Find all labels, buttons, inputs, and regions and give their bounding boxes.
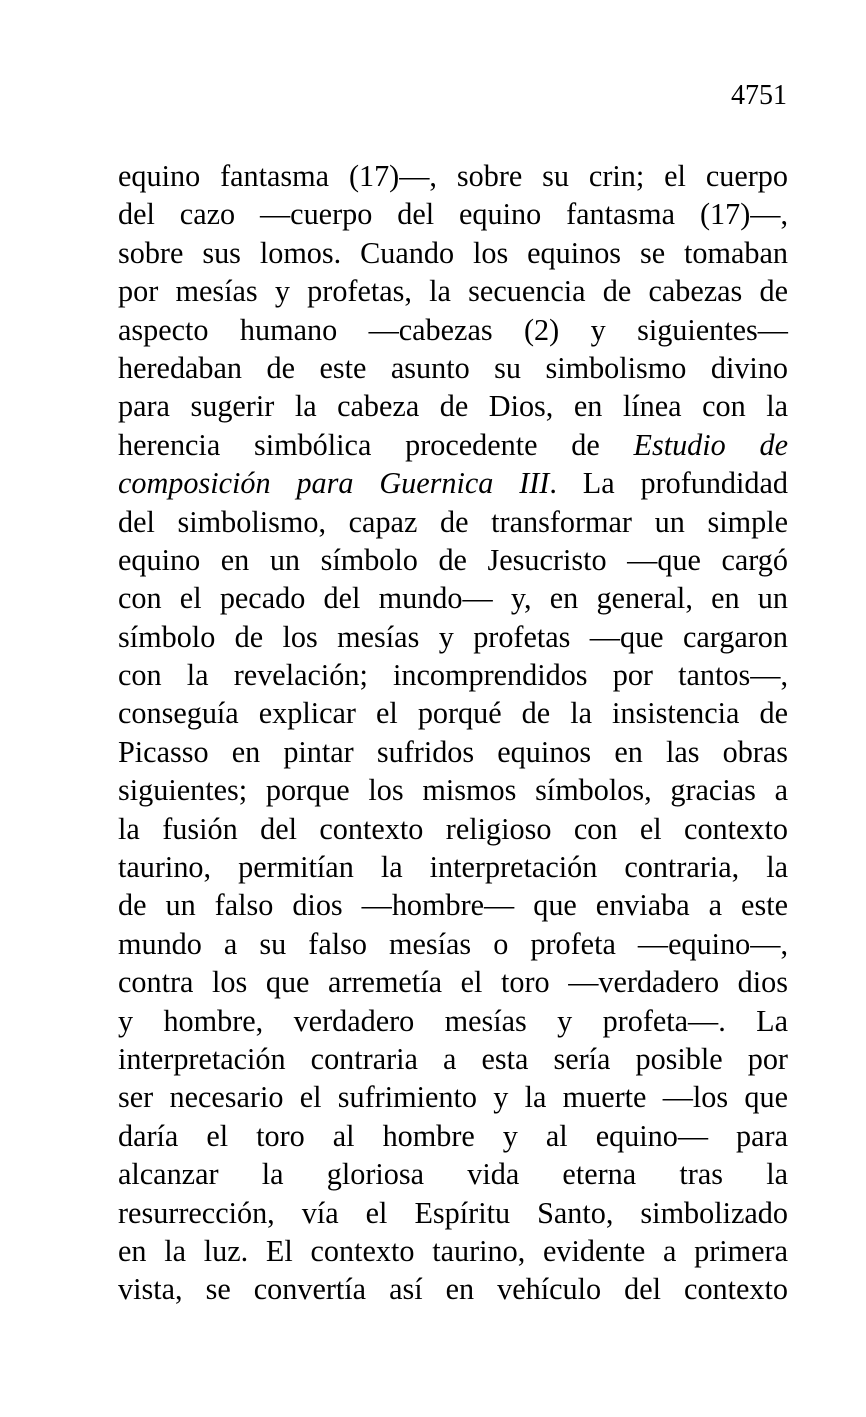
text-line: ser necesario el sufrimiento y la muerte —los que	[118, 1080, 788, 1115]
artwork-title: Estudio de	[633, 427, 788, 462]
text-line: por mesías y profetas, la secuencia de cabezas de	[118, 274, 788, 309]
text-line: taurino, permitían la interpretación contraria, la	[118, 850, 788, 885]
text-line: y hombre, verdadero mesías y profeta—. La	[118, 1003, 788, 1038]
text-line: equino fantasma (17)—, sobre su crin; el cuerpo	[118, 159, 788, 193]
text-line: de un falso dios —hombre— que enviaba a este	[118, 888, 788, 923]
text-line: daría el toro al hombre y al equino— para	[118, 1118, 788, 1153]
text-segment: herencia simbólica procedente de	[118, 427, 634, 462]
text-line	[118, 464, 788, 502]
text-line: sobre sus lomos. Cuando los equinos se tomaban	[118, 235, 788, 270]
text-line: en la luz. El contexto taurino, evidente a primera	[118, 1233, 788, 1268]
text-segment: . La profundidad	[549, 466, 788, 501]
body-text	[118, 157, 788, 1309]
text-line: resurrección, vía el Espíritu Santo, simbolizado	[118, 1195, 788, 1230]
text-line: del simbolismo, capaz de transformar un simple	[118, 504, 788, 539]
text-line: conseguía explicar el porqué de la insistencia de	[118, 696, 788, 731]
text-line: símbolo de los mesías y profetas —que cargaron	[118, 619, 788, 654]
text-line: siguientes; porque los mismos símbolos, gracias a	[118, 773, 788, 808]
text-line: equino en un símbolo de Jesucristo —que cargó	[118, 542, 788, 577]
text-line: la fusión del contexto religioso con el contexto	[118, 811, 788, 846]
text-line	[118, 426, 788, 464]
text-line: con la revelación; incomprendidos por tantos—,	[118, 658, 788, 693]
text-line: Picasso en pintar sufridos equinos en las obras	[118, 734, 788, 769]
page-number: 4751	[731, 80, 787, 111]
text-line: para sugerir la cabeza de Dios, en línea con la	[118, 389, 788, 424]
text-line: contra los que arremetía el toro —verdadero dios	[118, 965, 788, 1000]
text-line: aspecto humano —cabezas (2) y siguientes—	[118, 312, 788, 347]
text-line: del cazo —cuerpo del equino fantasma (17)—,	[118, 197, 788, 232]
text-line: vista, se convertía así en vehículo del contexto	[118, 1272, 788, 1307]
text-line: mundo a su falso mesías o profeta —equino—,	[118, 926, 788, 961]
text-line: alcanzar la gloriosa vida eterna tras la	[118, 1157, 788, 1192]
text-line: interpretación contraria a esta sería posible por	[118, 1041, 788, 1076]
artwork-title: composición para Guernica III	[118, 466, 550, 501]
text-line: heredaban de este asunto su simbolismo divino	[118, 350, 788, 385]
text-line: con el pecado del mundo— y, en general, en un	[118, 581, 788, 616]
